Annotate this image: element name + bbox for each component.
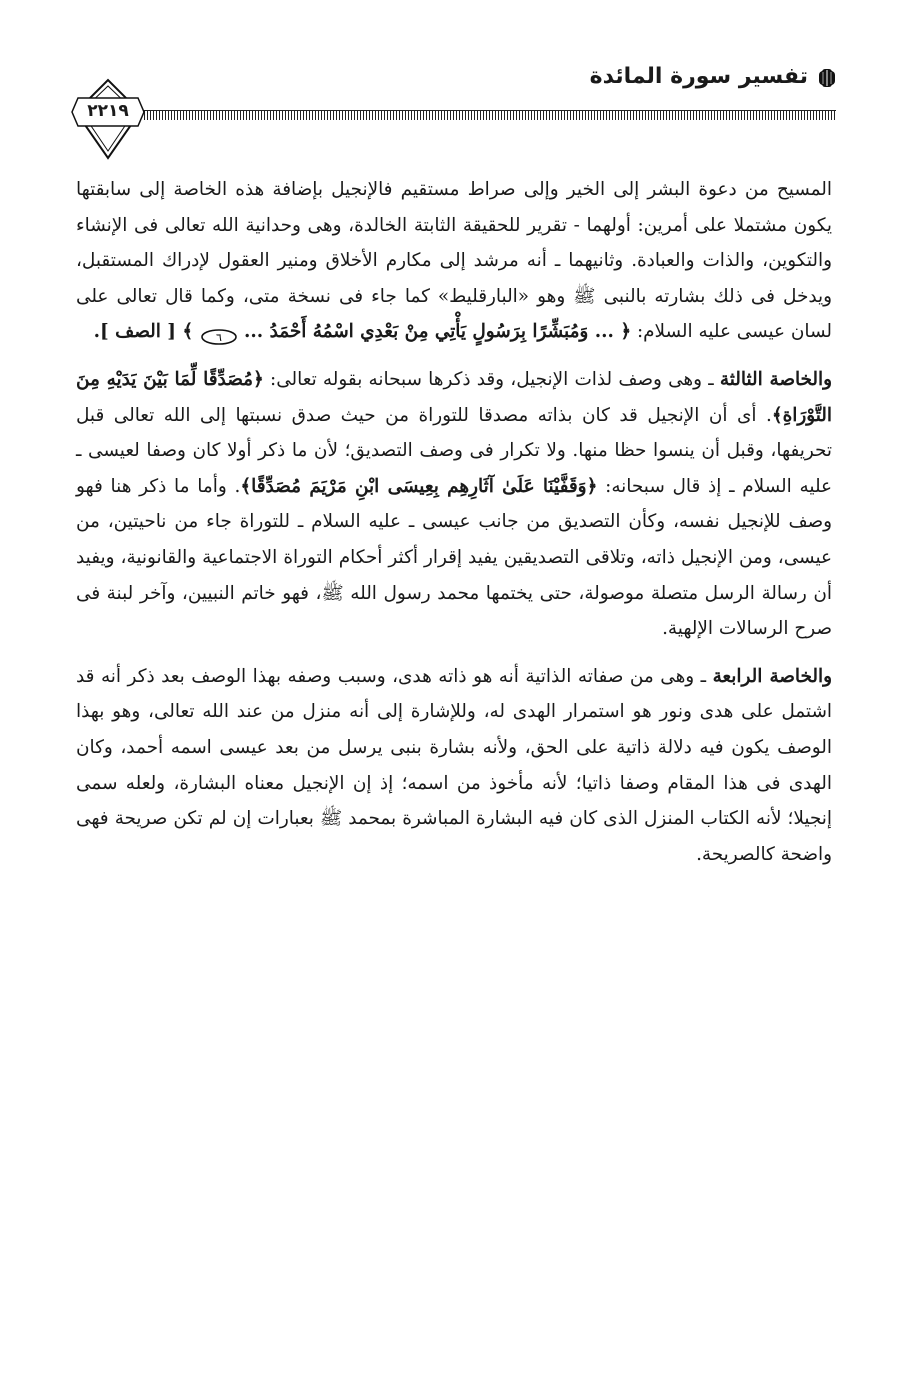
surah-reference: [ الصف ].: [93, 321, 176, 343]
quran-verse: ﴿ ... وَمُبَشِّرًا بِرَسُولٍ يَأْتِي مِنْ بَعْدِي اسْمُهُ أَحْمَدُ ...: [237, 321, 632, 343]
running-title: تفسير سورة المائدة: [589, 64, 808, 89]
body-text-run: . أى أن الإنجيل قد كان بذاته مصدقا للتوراة من حيث صدق نسبتها إلى الله تعالى قبل تحريفها، وقبل أن ينسوا حظا منها. ولا تكرار فى وصف التصديق؛ لأن ما ذكر أولا كان وصفا لعيسى ـ عليه السلام ـ إذ قال سبحانه:: [76, 404, 833, 497]
body-text: [76, 172, 832, 872]
body-text-run: ـ وهى وصف لذات الإنجيل، وقد ذكرها سبحانه بقوله تعالى:: [263, 368, 720, 390]
page-number-badge: [68, 76, 148, 162]
section-lead: والخاصة الثالثة: [719, 368, 833, 390]
header-rule: [144, 110, 836, 120]
ayah-number: ٦: [215, 331, 222, 345]
ayah-frame-icon: [200, 328, 238, 346]
section-lead: والخاصة الرابعة: [712, 665, 832, 687]
page-header: [66, 62, 836, 162]
quran-verse: ﴿وَقَفَّيْنَا عَلَىٰ آثَارِهِم بِعِيسَى ابْنِ مَرْيَمَ مُصَدِّقًا﴾: [240, 475, 598, 497]
page-number: ٢٢١٩: [87, 101, 129, 121]
quran-verse: ﴿مُصَدِّقًا لِّمَا بَيْنَ يَدَيْهِ مِنَ التَّوْرَاةِ﴾: [76, 368, 832, 426]
body-text-run: ـ وهى من صفاته الذاتية أنه هو ذاته هدى، وسبب وصفه بهذا الوصف بعد ذكر أنه قد اشتمل على هدى ونور هو استمرار الهدى له، وللإشارة إلى أنه منزل من عند الله تعالى، وهو بهذا الوصف يكون فيه دلالة ذاتية على الحق، ولأنه بشارة بنبى يرسل من بعد عيسى اسمه أحمد، وكان الهدى فى هذا المقام وصفا ذاتيا؛ لأنه مأخوذ من اسمه؛ إذ إن الإنجيل معناه البشارة، ولعله سمى إنجيلا؛ لأنه الكتاب المنزل الذى كان فيه البشارة المباشرة بمحمد ﷺ بعبارات إن لم تكن صريحة فهى واضحة كالصريحة.: [76, 665, 832, 865]
body-text-run: المسيح من دعوة البشر إلى الخير وإلى صراط مستقيم فالإنجيل بإضافة هذه الخاصة إلى سابقتها يكون مشتملا على أمرين: أولهما - تقرير للحقيقة الثابتة الخالدة، وهى وحدانية الله تعالى فى الإنشاء والتكوين، والذات والعبادة. وثانيهما ـ أنه مرشد إلى مكارم الأخلاق ومنير العقول لإدراك المستقبل، ويدخل فى ذلك بشارته بالنبى ﷺ وهو «البارقليط» كما جاء فى نسخة متى، وكما قال تعالى على لسان عيسى عليه السلام:: [76, 179, 832, 343]
paragraph: [76, 659, 832, 873]
body-text-run: . وأما ما ذكر هنا فهو وصف للإنجيل نفسه، وكأن التصديق من جانب عيسى ـ عليه السلام ـ للتوراة جاء من ناحيتين، من عيسى، ومن الإنجيل ذاته، وتلاقى التصديقين يفيد إقرار أكثر أحكام التوراة الاجتماعية والقانونية، ويفيد أن رسالة الرسل متصلة موصولة، حتى يختمها محمد رسول الله ﷺ، فهو خاتم النبيين، وآخر لبنة فى صرح الرسالات الإلهية.: [76, 475, 832, 640]
paragraph: [76, 362, 832, 647]
ornament-icon: [818, 68, 836, 88]
paragraph: [76, 172, 832, 350]
ayah-number-marker: [200, 323, 238, 345]
quran-verse: ﴾: [175, 321, 200, 343]
